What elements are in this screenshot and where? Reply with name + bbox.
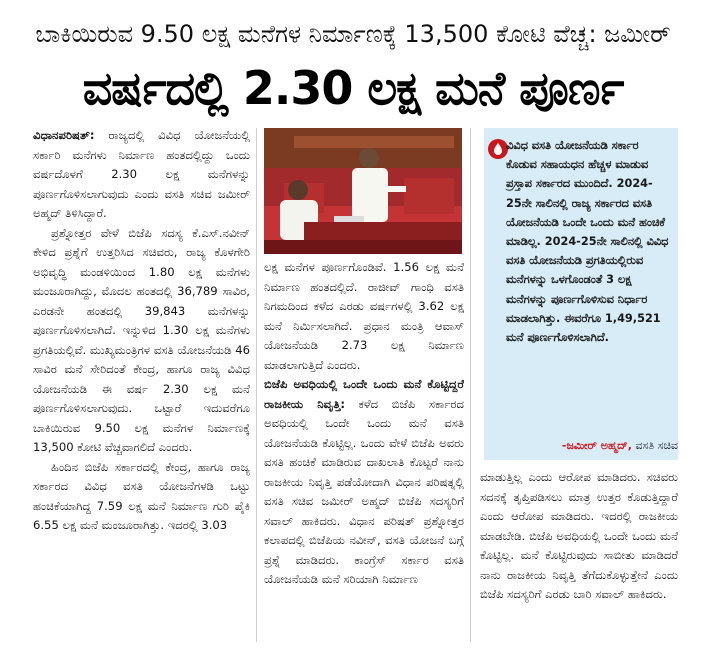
strap-text: ಬಾಕಿಯಿರುವ 9.50 ಲಕ್ಷ ಮನೆಗಳ ನಿರ್ಮಾಣಕ್ಕೆ 13,500 ಕೋಟಿ ವೆಚ್ಚ: ಜಮೀರ್: [35, 20, 671, 48]
article-column-2: [264, 258, 464, 642]
article-column-1: [33, 126, 250, 642]
paragraph-text: ಕಳೆದ ಬಿಜೆಪಿ ಸರ್ಕಾರದ ಅವಧಿಯಲ್ಲಿ ಒಂದೇ ಒಂದು ಮನೆ ವಸತಿ ಯೋಜನೆಯಡಿ ಕೊಟ್ಟಿಲ್ಲ. ಒಂದು ವೇಳೆ ಬಿಜೆಪಿ ಅವರು ವಸತಿ ಹಂಚಿಕೆ ಮಾಡಿರುವ ದಾಖಲಾತಿ ಕೊಟ್ಟರೆ ನಾನು ರಾಜಕೀಯ ನಿವೃತ್ತಿ ಪಡೆಯೋದಾಗಿ ವಿಧಾನ ಪರಿಷತ್ನಲ್ಲಿ ವಸತಿ ಸಚಿವ ಜಮೀರ್ ಅಹ್ಮದ್ ಬಿಜೆಪಿ ಸದಸ್ಯರಿಗೆ ಸವಾಲ್ ಹಾಕಿದರು. ವಿಧಾನ ಪರಿಷತ್ ಪ್ರಶ್ನೋತ್ತರ ಕಲಾಪದಲ್ಲಿ ಬಿಜೆಪಿಯ ನವೀನ್, ವಸತಿ ಯೋಜನೆ ಬಗ್ಗೆ ಪ್ರಶ್ನೆ ಮಾಡಿದರು. ಕಾಂಗ್ರೆಸ್ ಸರ್ಕಾರ ವಸತಿ ಯೋಜನೆಯಡಿ ಮನೆ ಸರಿಯಾಗಿ ನಿರ್ಮಾಣ: [264, 396, 464, 586]
paragraph: [33, 126, 250, 224]
paragraph: [480, 468, 678, 605]
photo-illustration: [264, 128, 462, 254]
subheading: ಬಿಜೆಪಿ ಅವಧಿಯಲ್ಲಿ ಒಂದೇ ಒಂದು ಮನೆ ಕೊಟ್ಟಿದ್ದರೆ ರಾಜಕೀಯ ನಿವೃತ್ತಿ:: [264, 377, 464, 411]
quote-text: ವಿವಿಧ ವಸತಿ ಯೋಜನೆಯಡಿ ಸರ್ಕಾರ ಕೊಡುವ ಸಹಾಯಧನ ಹೆಚ್ಚಳ ಮಾಡುವ ಪ್ರಸ್ತಾಪ ಸರ್ಕಾರದ ಮುಂದಿದೆ. 2024-25ನೇ ಸಾಲಿನಲ್ಲಿ ರಾಜ್ಯ ಸರ್ಕಾರದ ವಸತಿ ಯೋಜನೆಯಡಿ ಒಂದೇ ಒಂದು ಮನೆ ಹಂಚಿಕೆ ಮಾಡಿಲ್ಲ. 2024-25ನೇ ಸಾಲಿನಲ್ಲಿ ವಿವಿಧ ವಸತಿ ಯೋಜನೆಯಡಿ ಪ್ರಗತಿಯಲ್ಲಿರುವ ಮನೆಗಳನ್ನು ಒಳಗೊಂಡಂತೆ 3 ಲಕ್ಷ ಮನೆಗಳನ್ನು ಪೂರ್ಣಗೊಳಿಸುವ ನಿರ್ಧಾರ ಮಾಡಲಾಗಿತ್ತು. ಈವರೆಗೂ 1,49,521 ಮನೆ ಪೂರ್ಣಗೊಳಿಸಲಾಗಿದೆ.: [506, 139, 669, 345]
paragraph-text: ಪ್ರಶ್ನೋತ್ತರ ವೇಳೆ ಬಿಜೆಪಿ ಸದಸ್ಯ ಕೆ.ಎಸ್.ನವೀನ್ ಕೇಳಿದ ಪ್ರಶ್ನೆಗೆ ಉತ್ತರಿಸಿದ ಸಚಿವರು, ರಾಜ್ಯ ಕೊಳಗೇರಿ ಅಭಿವೃದ್ಧಿ ಮಂಡಳಿಯಿಂದ 1.80 ಲಕ್ಷ ಮನೆಗಳು ಮಂಜೂರಾಗಿದ್ದು, ಮೊದಲ ಹಂತದಲ್ಲಿ 36,789 ಸಾವಿರ, ಎರಡನೇ ಹಂತದಲ್ಲಿ 39,843 ಮನೆಗಳನ್ನು ಪೂರ್ಣಗೊಳಿಸಲಾಗಿದೆ. ಇನ್ನುಳಿದ 1.30 ಲಕ್ಷ ಮನೆಗಳು ಪ್ರಗತಿಯಲ್ಲಿವೆ. ಮುಖ್ಯಮಂತ್ರಿಗಳ ವಸತಿ ಯೋಜನೆಯಡಿ 46 ಸಾವಿರ ಮನೆ ಸೇರಿದಂತೆ ಕೇಂದ್ರ, ಹಾಗೂ ರಾಜ್ಯ ವಿವಿಧ ಯೋಜನೆಯಡಿ ಈ ವರ್ಷ 2.30 ಲಕ್ಷ ಮನೆ ಪೂರ್ಣಗೊಳಿಸಲಾಗುವುದು. ಒಟ್ಟಾರೆ ಇದುವರೆಗೂ ಬಾಕಿಯಿರುವ 9.50 ಲಕ್ಷ ಮನೆಗಳ ನಿರ್ಮಾಣಕ್ಕೆ 13,500 ಕೋಟಿ ವೆಚ್ಚವಾಗಲಿದೆ ಎಂದರು.: [33, 225, 250, 454]
strap-headline: [12, 12, 694, 56]
paragraph: [264, 258, 464, 375]
dateline: ವಿಧಾನಪರಿಷತ್:: [33, 128, 95, 142]
column-divider: [256, 128, 257, 642]
paragraph: [264, 375, 464, 590]
quote-role: ವಸತಿ ಸಚಿವ: [635, 439, 678, 452]
article-column-3: [480, 468, 678, 642]
quote-attribution: [484, 438, 678, 454]
highlight-quote-box: [484, 128, 678, 460]
quote-author: -ಜಮೀರ್ ಅಹ್ಮದ್,: [561, 439, 632, 452]
column-divider: [470, 128, 471, 642]
paragraph-text: ಮಾಡುತ್ತಿಲ್ಲ ಎಂದು ಆರೋಪ ಮಾಡಿದರು. ಸಚಿವರು ಸದನಕ್ಕೆ ತೃಪ್ತಿಪಡಿಸಲು ಮಾತ್ರ ಉತ್ತರ ಕೊಡುತ್ತಿದ್ದಾರೆ ಎಂದು ಆರೋಪ ಮಾಡಿದರು. ಇದರಲ್ಲಿ ರಾಜಕೀಯ ಮಾಡಬೇಡಿ. ಬಿಜೆಪಿ ಅವಧಿಯಲ್ಲಿ ಒಂದೇ ಒಂದು ಮನೆ ಕೊಟ್ಟಿಲ್ಲ. ಮನೆ ಕೊಟ್ಟಿರುವುದು ಸಾಬೀತು ಮಾಡಿದರೆ ನಾನು ರಾಜಕೀಯ ನಿವೃತ್ತಿ ತೆಗೆದುಕೊಳ್ಳುತ್ತೇನೆ ಎಂದು ಬಿಜೆಪಿ ಸದಸ್ಯರಿಗೆ ಎರಡು ಬಾರಿ ಸವಾಲ್ ಹಾಕಿದರು.: [480, 470, 678, 601]
paragraph: [33, 224, 250, 458]
assembly-photo: [264, 128, 462, 254]
paragraph: [33, 458, 250, 536]
paragraph-text: ಲಕ್ಷ ಮನೆಗಳ ಪೂರ್ಣಗೊಂಡಿವೆ. 1.56 ಲಕ್ಷ ಮನೆ ನಿರ್ಮಾಣ ಹಂತದಲ್ಲಿದೆ. ರಾಜೀವ್ ಗಾಂಧಿ ವಸತಿ ನಿಗಮದಿಂದ ಕಳೆದ ಎರಡು ವರ್ಷಗಳಲ್ಲಿ 3.62 ಲಕ್ಷ ಮನೆ ನಿರ್ಮಿಸಲಾಗಿದೆ. ಪ್ರಧಾನ ಮಂತ್ರಿ ಆವಾಸ್ ಯೋಜನೆಯಡಿ 2.73 ಲಕ್ಷ ನಿರ್ಮಾಣ ಮಾಡಲಾಗುತ್ತಿದೆ ಎಂದರು.: [264, 260, 464, 372]
paragraph-text: ರಾಜ್ಯದಲ್ಲಿ ವಿವಿಧ ಯೋಜನೆಯಲ್ಲಿ ಸರ್ಕಾರಿ ಮನೆಗಳು ನಿರ್ಮಾಣ ಹಂತದಲ್ಲಿದ್ದು ಒಂದು ವರ್ಷದೊಳಗೆ 2.30 ಲಕ್ಷ ಮನೆಗಳನ್ನು ಪೂರ್ಣಗೊಳಿಸಲಾಗುವುದು ಎಂದು ವಸತಿ ಸಚಿವ ಜಮೀರ್ ಅಹ್ಮದ್ ತಿಳಿಸಿದ್ದಾರೆ.: [33, 128, 250, 220]
headline-text: ವರ್ಷದಲ್ಲಿ 2.30 ಲಕ್ಷ ಮನೆ ಪೂರ್ಣ: [82, 61, 624, 115]
paragraph-text: ಹಿಂದಿನ ಬಿಜೆಪಿ ಸರ್ಕಾರದಲ್ಲಿ ಕೇಂದ್ರ, ಹಾಗೂ ರಾಜ್ಯ ಸರ್ಕಾರದ ವಿವಿಧ ವಸತಿ ಯೋಜನೆಗಳಡಿ ಒಟ್ಟು ಹಂಚಿಕೆಯಾಗಿದ್ದ 7.59 ಲಕ್ಷ ಮನೆ ನಿರ್ಮಾಣ ಗುರಿ ಪೈಕಿ 6.55 ಲಕ್ಷ ಮನೆ ಮಂಜೂರಾಗಿತ್ತು. ಇದರಲ್ಲಿ 3.03: [33, 459, 250, 532]
main-headline: [12, 56, 694, 120]
